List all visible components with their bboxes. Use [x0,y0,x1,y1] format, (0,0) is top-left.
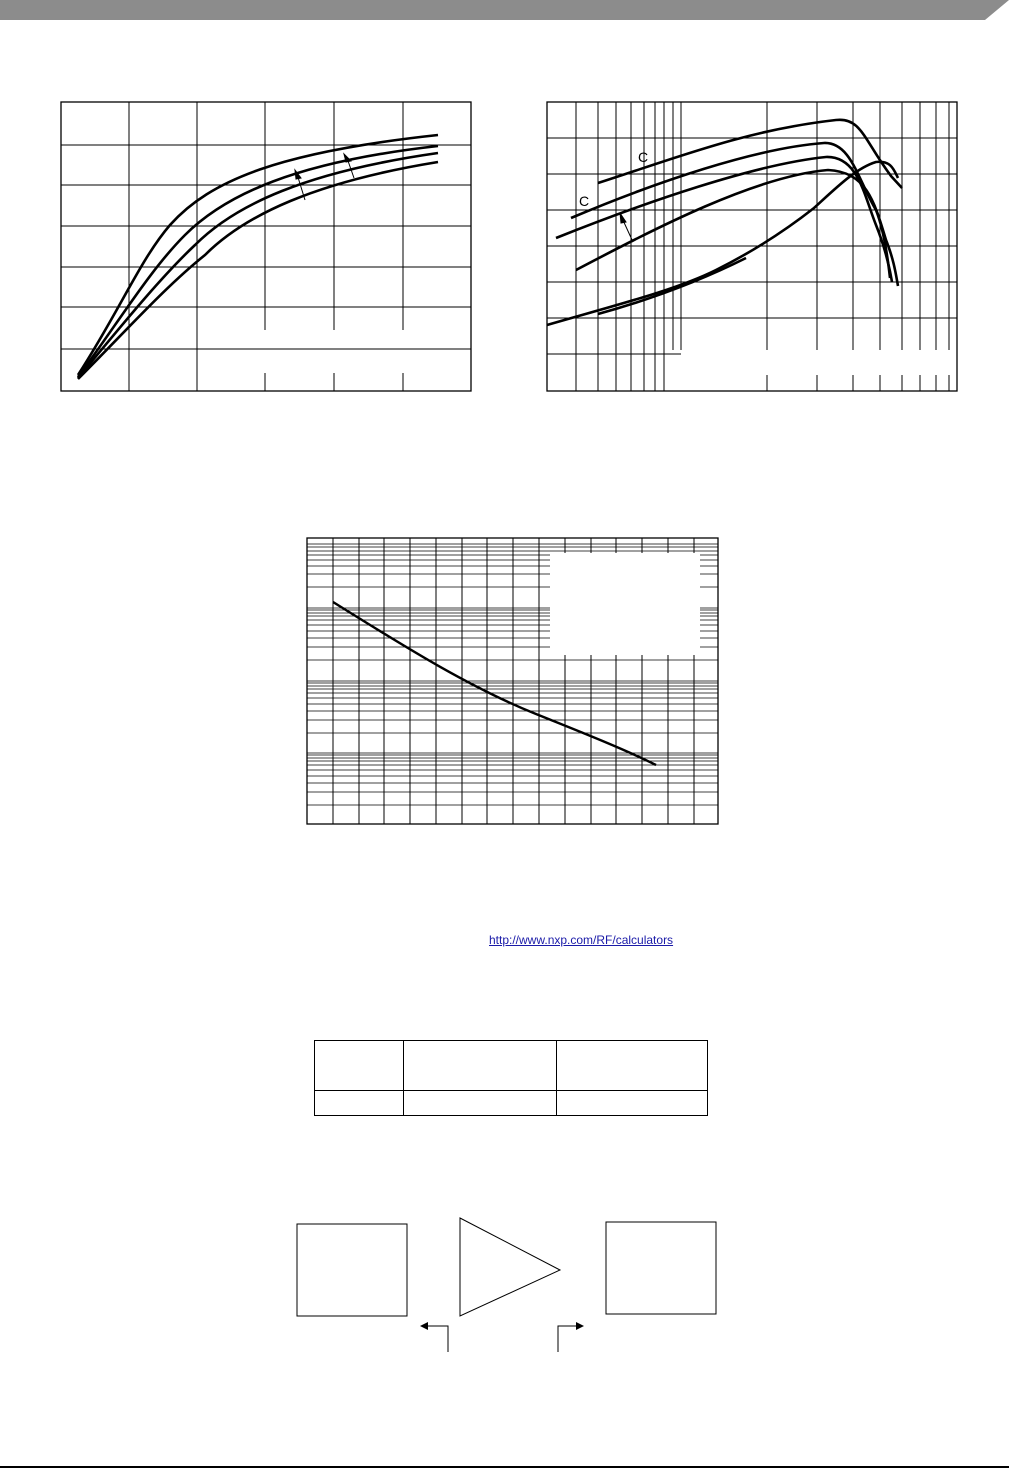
output-arrow [558,1326,578,1352]
curve-1 [78,135,438,375]
curve-fourth [576,170,898,286]
table-header-row [315,1041,708,1091]
table-cell [557,1091,708,1116]
curve-4 [78,162,438,379]
curve-label-2: C [579,193,590,209]
curve-label-1: C [638,149,649,165]
table-header-cell [315,1041,404,1091]
output-matching-box [606,1222,716,1314]
curve-rising [547,162,898,325]
chart-top-right-curves [547,120,902,325]
chart-middle [306,536,722,828]
chart-top-left-curves [78,135,438,379]
amplifier-triangle [460,1218,560,1316]
table-row [315,1091,708,1116]
header-band [0,0,1009,24]
calculators-link[interactable]: http://www.nxp.com/RF/calculators [489,933,674,947]
chart-top-left [60,100,474,394]
table-header-cell [404,1041,557,1091]
table-header-cell [557,1041,708,1091]
amplifier-diagram [296,1216,720,1356]
curve-2 [78,146,438,377]
table-cell [315,1091,404,1116]
chart-middle-legend-box [550,553,700,655]
input-matching-box [297,1224,407,1316]
chart-top-right [546,100,960,394]
curve-third [556,157,892,282]
table-cell [404,1091,557,1116]
data-table [314,1040,708,1116]
input-arrow [426,1326,448,1352]
